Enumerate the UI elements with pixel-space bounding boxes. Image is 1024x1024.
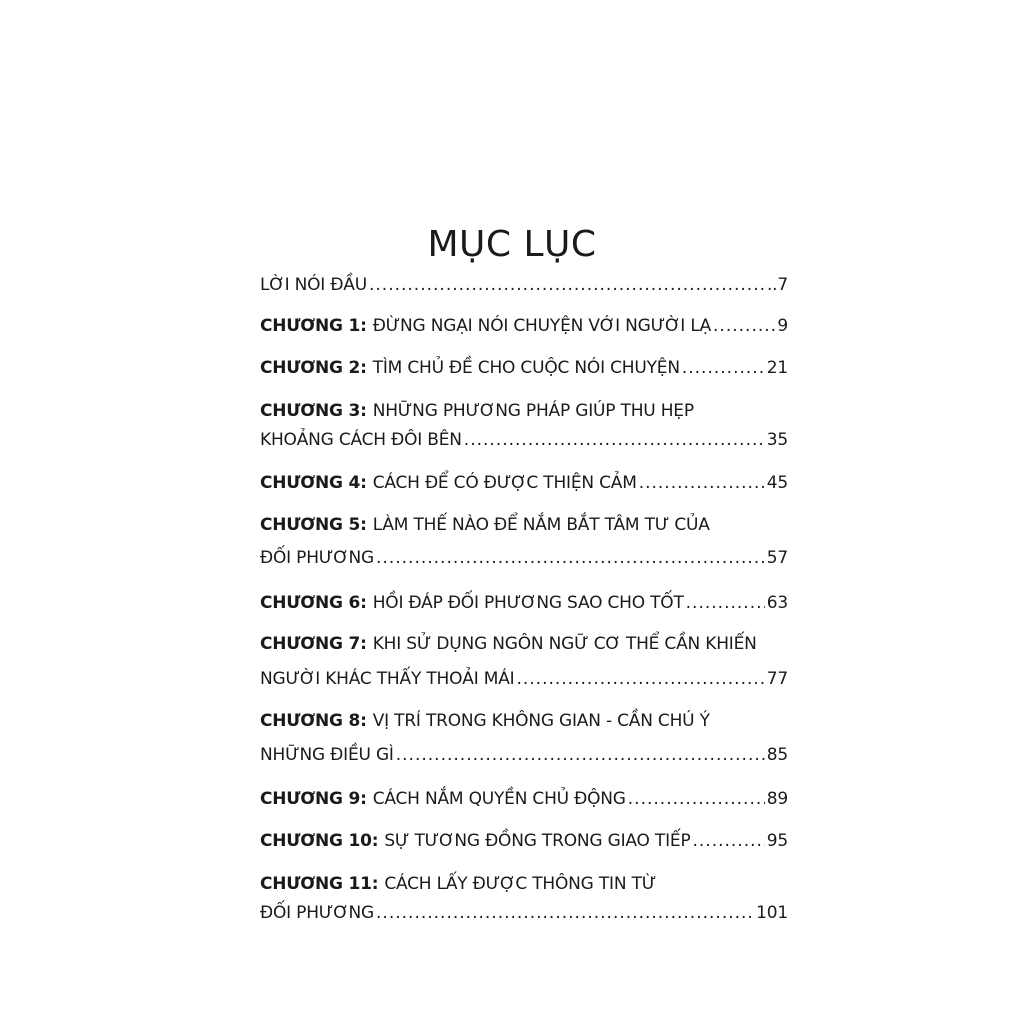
entry-title: CÁCH NẮM QUYỀN CHỦ ĐỘNG bbox=[372, 789, 626, 809]
entry-title: HỒI ĐÁP ĐỐI PHƯƠNG SAO CHO TỐT bbox=[372, 593, 684, 613]
page-number: 63 bbox=[766, 593, 788, 613]
entry-title: KHOẢNG CÁCH ĐÔI BÊN bbox=[260, 430, 462, 450]
entry-title: VỊ TRÍ TRONG KHÔNG GIAN - CẦN CHÚ Ý bbox=[372, 711, 710, 731]
entry-title: ĐỪNG NGẠI NÓI CHUYỆN VỚI NGƯỜI LẠ bbox=[372, 316, 712, 336]
page-title: MỤC LỤC bbox=[427, 224, 597, 266]
entry-title: ĐỐI PHƯƠNG bbox=[260, 903, 375, 923]
page-number: 101 bbox=[756, 903, 788, 923]
page-number: 9 bbox=[777, 316, 788, 336]
chapter-label: CHƯƠNG 5: bbox=[260, 515, 367, 535]
dot-leader bbox=[376, 899, 754, 927]
toc-entry-chapter-5 bbox=[260, 511, 788, 539]
toc-entry-chapter-7 bbox=[260, 630, 788, 658]
dot-leader bbox=[369, 271, 765, 299]
toc-entry-chapter-1 bbox=[260, 312, 788, 340]
toc-entry-chapter-11-continued bbox=[260, 899, 788, 927]
dot-leader bbox=[693, 827, 765, 855]
page-number: 95 bbox=[766, 831, 788, 851]
entry-title: ĐỐI PHƯƠNG bbox=[260, 548, 375, 568]
toc-entry-chapter-2 bbox=[260, 354, 788, 382]
page-number: 77 bbox=[766, 669, 788, 689]
entry-title: SỰ TƯƠNG ĐỒNG TRONG GIAO TIẾP bbox=[384, 831, 691, 851]
toc-entry-chapter-6 bbox=[260, 589, 788, 617]
entry-title: NHỮNG ĐIỀU GÌ bbox=[260, 745, 394, 765]
chapter-label: CHƯƠNG 10: bbox=[260, 831, 379, 851]
dot-leader bbox=[686, 589, 765, 617]
dot-leader bbox=[713, 312, 775, 340]
chapter-label: CHƯƠNG 2: bbox=[260, 358, 367, 378]
toc-entry-chapter-5-continued bbox=[260, 544, 788, 572]
chapter-label: CHƯƠNG 9: bbox=[260, 789, 367, 809]
page-number: 45 bbox=[766, 473, 788, 493]
page-number: 85 bbox=[766, 745, 788, 765]
entry-title: NGƯỜI KHÁC THẤY THOẢI MÁI bbox=[260, 669, 515, 689]
entry-title: CÁCH LẤY ĐƯỢC THÔNG TIN TỪ bbox=[384, 874, 657, 894]
entry-title: LÀM THẾ NÀO ĐỂ NẮM BẮT TÂM TƯ CỦA bbox=[372, 515, 710, 535]
dot-leader bbox=[682, 354, 765, 382]
entry-title: CÁCH ĐỂ CÓ ĐƯỢC THIỆN CẢM bbox=[372, 473, 637, 493]
dot-leader bbox=[639, 469, 765, 497]
page-number: 21 bbox=[766, 358, 788, 378]
chapter-label: CHƯƠNG 11: bbox=[260, 874, 379, 894]
entry-title: NHỮNG PHƯƠNG PHÁP GIÚP THU HẸP bbox=[372, 401, 694, 421]
chapter-label: CHƯƠNG 4: bbox=[260, 473, 367, 493]
page-number: 35 bbox=[766, 430, 788, 450]
dot-leader bbox=[396, 741, 765, 769]
toc-entry-chapter-10 bbox=[260, 827, 788, 855]
chapter-label: CHƯƠNG 1: bbox=[260, 316, 367, 336]
dot-leader bbox=[628, 785, 765, 813]
table-of-contents bbox=[260, 0, 788, 1024]
dot-leader bbox=[516, 665, 764, 693]
chapter-label: CHƯƠNG 7: bbox=[260, 634, 367, 654]
toc-entry-chapter-8 bbox=[260, 707, 788, 735]
toc-entry-chapter-3-continued bbox=[260, 426, 788, 454]
toc-entry-chapter-8-continued bbox=[260, 741, 788, 769]
toc-entry-chapter-11 bbox=[260, 870, 788, 898]
page-number: ..7 bbox=[766, 275, 788, 295]
dot-leader bbox=[376, 544, 765, 572]
dot-leader bbox=[464, 426, 765, 454]
toc-entry-preface bbox=[260, 271, 788, 299]
toc-entry-chapter-9 bbox=[260, 785, 788, 813]
toc-entry-chapter-7-continued bbox=[260, 665, 788, 693]
chapter-label: CHƯƠNG 3: bbox=[260, 401, 367, 421]
toc-entry-chapter-4 bbox=[260, 469, 788, 497]
page-number: 89 bbox=[766, 789, 788, 809]
entry-title: LỜI NÓI ĐẦU bbox=[260, 275, 367, 295]
entry-title: KHI SỬ DỤNG NGÔN NGỮ CƠ THỂ CẦN KHIẾN bbox=[372, 634, 757, 654]
page-number: 57 bbox=[766, 548, 788, 568]
chapter-label: CHƯƠNG 8: bbox=[260, 711, 367, 731]
entry-title: TÌM CHỦ ĐỀ CHO CUỘC NÓI CHUYỆN bbox=[372, 358, 680, 378]
chapter-label: CHƯƠNG 6: bbox=[260, 593, 367, 613]
toc-entry-chapter-3 bbox=[260, 397, 788, 425]
